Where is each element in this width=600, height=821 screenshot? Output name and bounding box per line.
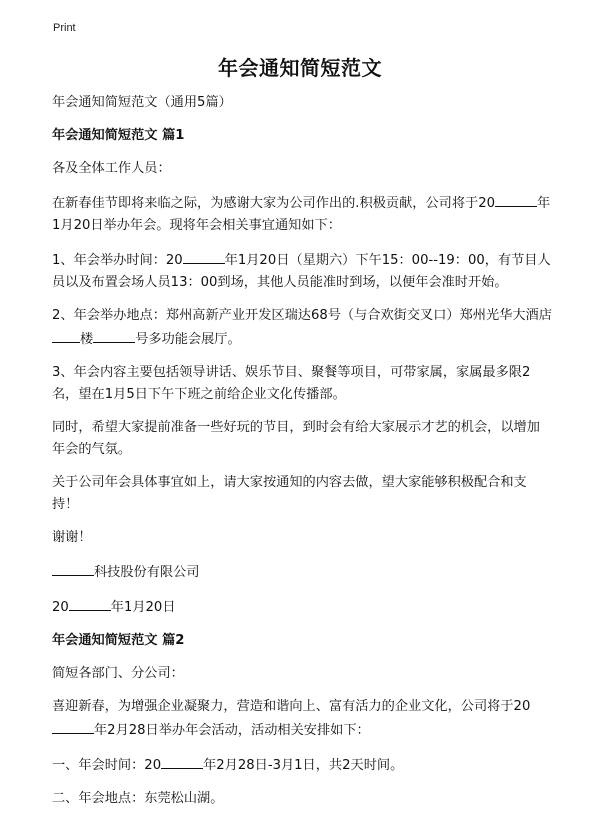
section1-heading: 年会通知简短范文 篇1 [52,128,185,143]
section1-signature: 科技股份有限公司 [52,560,552,584]
section2-heading: 年会通知简短范文 篇2 [52,633,185,648]
blank-line [495,191,537,207]
blank-line [183,248,225,264]
section1-paragraph-1: 在新春佳节即将来临之际，为感谢大家为公司作出的.积极贡献，公司将于20 年1月20日举办年会。现将年会相关事宜通知如下： [52,191,552,237]
section2-paragraph-1: 喜迎新春，为增强企业凝聚力，营造和谐向上、富有活力的企业文化，公司将于20年2月28日举办年会活动，活动相关安排如下： [52,699,531,738]
page-title: 年会通知简短范文 [218,56,382,80]
section1-paragraph-5: 同时，希望大家提前准备一些好玩的节目，到时会有给大家展示才艺的机会，以增加年会的气氛。 [52,420,540,457]
section1-greeting: 各及全体工作人员： [52,161,171,176]
section2-paragraph-2: 一、年会时间：20 年2月28日-3月1日，共2天时间。 [52,753,552,777]
section1-paragraph-3: 2、年会举办地点：郑州高新产业开发区瑞达68号（与合欢街交叉口）郑州光华大酒店楼 号多功能会展厅。 [52,308,552,347]
section1-thanks: 谢谢！ [52,530,92,545]
document-body [52,92,552,821]
print-label: Print [53,22,76,34]
section1-paragraph-4: 3、年会内容主要包括领导讲话、娱乐节目、聚餐等项目，可带家属，家属最多限2名，望在1月5日下午下班之前给企业文化传播部。 [52,365,531,402]
section2-greeting: 简短各部门、分公司： [52,666,184,681]
section1-date: 20 年1月20日 [52,595,552,619]
section2-paragraph-3: 二、年会地点：东莞松山湖。 [52,791,224,806]
intro-line: 年会通知简短范文（通用5篇） [52,95,232,110]
section1-paragraph-6: 关于公司年会具体事宜如上，请大家按通知的内容去做，望大家能够积极配合和支持！ [52,475,527,512]
blank-line [69,595,111,611]
blank-line [161,753,203,769]
blank-line [52,560,94,576]
blank-line [52,718,94,734]
blank-line [93,327,135,343]
blank-line [52,327,80,343]
section1-paragraph-2: 1、年会举办时间：20 年1月20日（星期六）下午15：00--19：00，有节目人员以及布置会场人员13：00到场，其他人员能准时到场，以便年会准时开始。 [52,248,552,294]
